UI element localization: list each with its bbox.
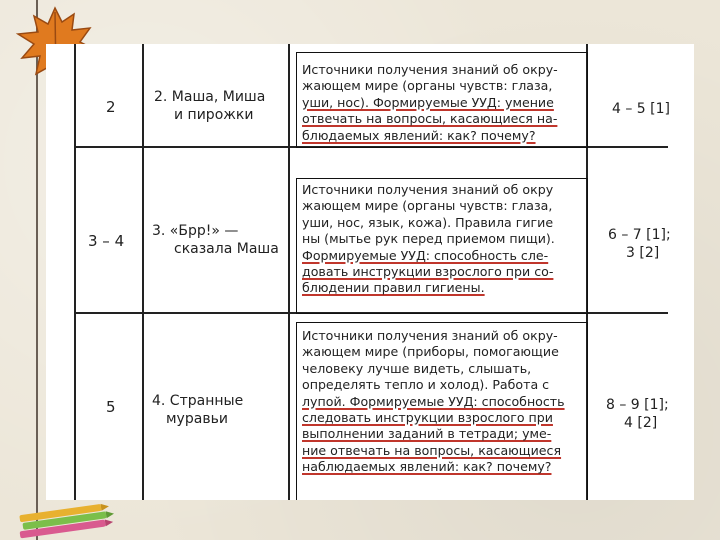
pages-line: 4 [2] — [624, 415, 658, 431]
content-line: жающем мире (органы чувств: глаза, — [302, 78, 553, 94]
content-line: уши, нос). Формируемые УУД: умение — [302, 94, 554, 110]
content-line: отвечать на вопросы, касающиеся на- — [302, 111, 558, 127]
lesson-number: 3 – 4 — [88, 232, 125, 250]
topic-cell — [152, 222, 279, 258]
content-line: жающем мире (органы чувств: глаза, — [302, 198, 553, 214]
pages-cell — [608, 226, 671, 262]
content-cell — [302, 182, 555, 297]
crayons-icon — [10, 495, 120, 540]
topic-line: муравьи — [166, 411, 228, 427]
table-divider-1 — [142, 44, 144, 500]
content-line: выполнении заданий в тетради; уме- — [302, 426, 552, 442]
topic-cell — [152, 392, 243, 428]
topic-line: сказала Маша — [174, 241, 279, 257]
content-line: довать инструкции взрослого при со- — [302, 264, 554, 280]
pages-cell — [612, 100, 670, 118]
content-cell — [302, 328, 565, 476]
content-line: блюдаемых явлений: как? почему? — [302, 127, 536, 143]
content-cell — [302, 62, 558, 144]
content-line: Источники получения знаний об окру- — [302, 328, 558, 343]
content-line: определять тепло и холод). Работа с — [302, 377, 550, 393]
content-line: Формируемые УУД: способность сле- — [302, 247, 549, 263]
topic-line: и пирожки — [174, 107, 254, 123]
table-divider-2 — [288, 44, 290, 500]
content-line: Источники получения знаний об окру- — [302, 62, 558, 77]
content-line: уши, нос, язык, кожа). Правила гигие — [302, 214, 554, 230]
content-line: блюдении правил гигиены. — [302, 280, 485, 296]
topic-line: 2. Маша, Миша — [154, 89, 266, 105]
pages-line: 4 – 5 [1] — [612, 101, 670, 117]
content-line: ны (мытье рук перед приемом пищи). — [302, 231, 555, 247]
content-line: следовать инструкции взрослого при — [302, 410, 553, 426]
topic-cell — [154, 88, 265, 124]
pages-line: 8 – 9 [1]; — [606, 397, 669, 413]
content-line: наблюдаемых явлений: как? почему? — [302, 459, 552, 475]
topic-line: 4. Странные — [152, 393, 244, 409]
content-line: Источники получения знаний об окру — [302, 182, 554, 197]
topic-line: 3. «Брр!» — — [152, 223, 239, 239]
content-line: жающем мире (приборы, помогающие — [302, 344, 559, 360]
pages-line: 3 [2] — [626, 245, 660, 261]
pages-cell — [606, 396, 669, 432]
pages-line: 6 – 7 [1]; — [608, 227, 671, 243]
content-line: лупой. Формируемые УУД: способность — [302, 393, 565, 409]
content-line: человеку лучше видеть, слышать, — [302, 360, 532, 376]
lesson-number: 2 — [106, 98, 116, 116]
table-border-left — [74, 44, 76, 500]
lesson-plan-table — [46, 44, 694, 500]
content-line: ние отвечать на вопросы, касающиеся — [302, 442, 562, 458]
lesson-number: 5 — [106, 398, 116, 416]
